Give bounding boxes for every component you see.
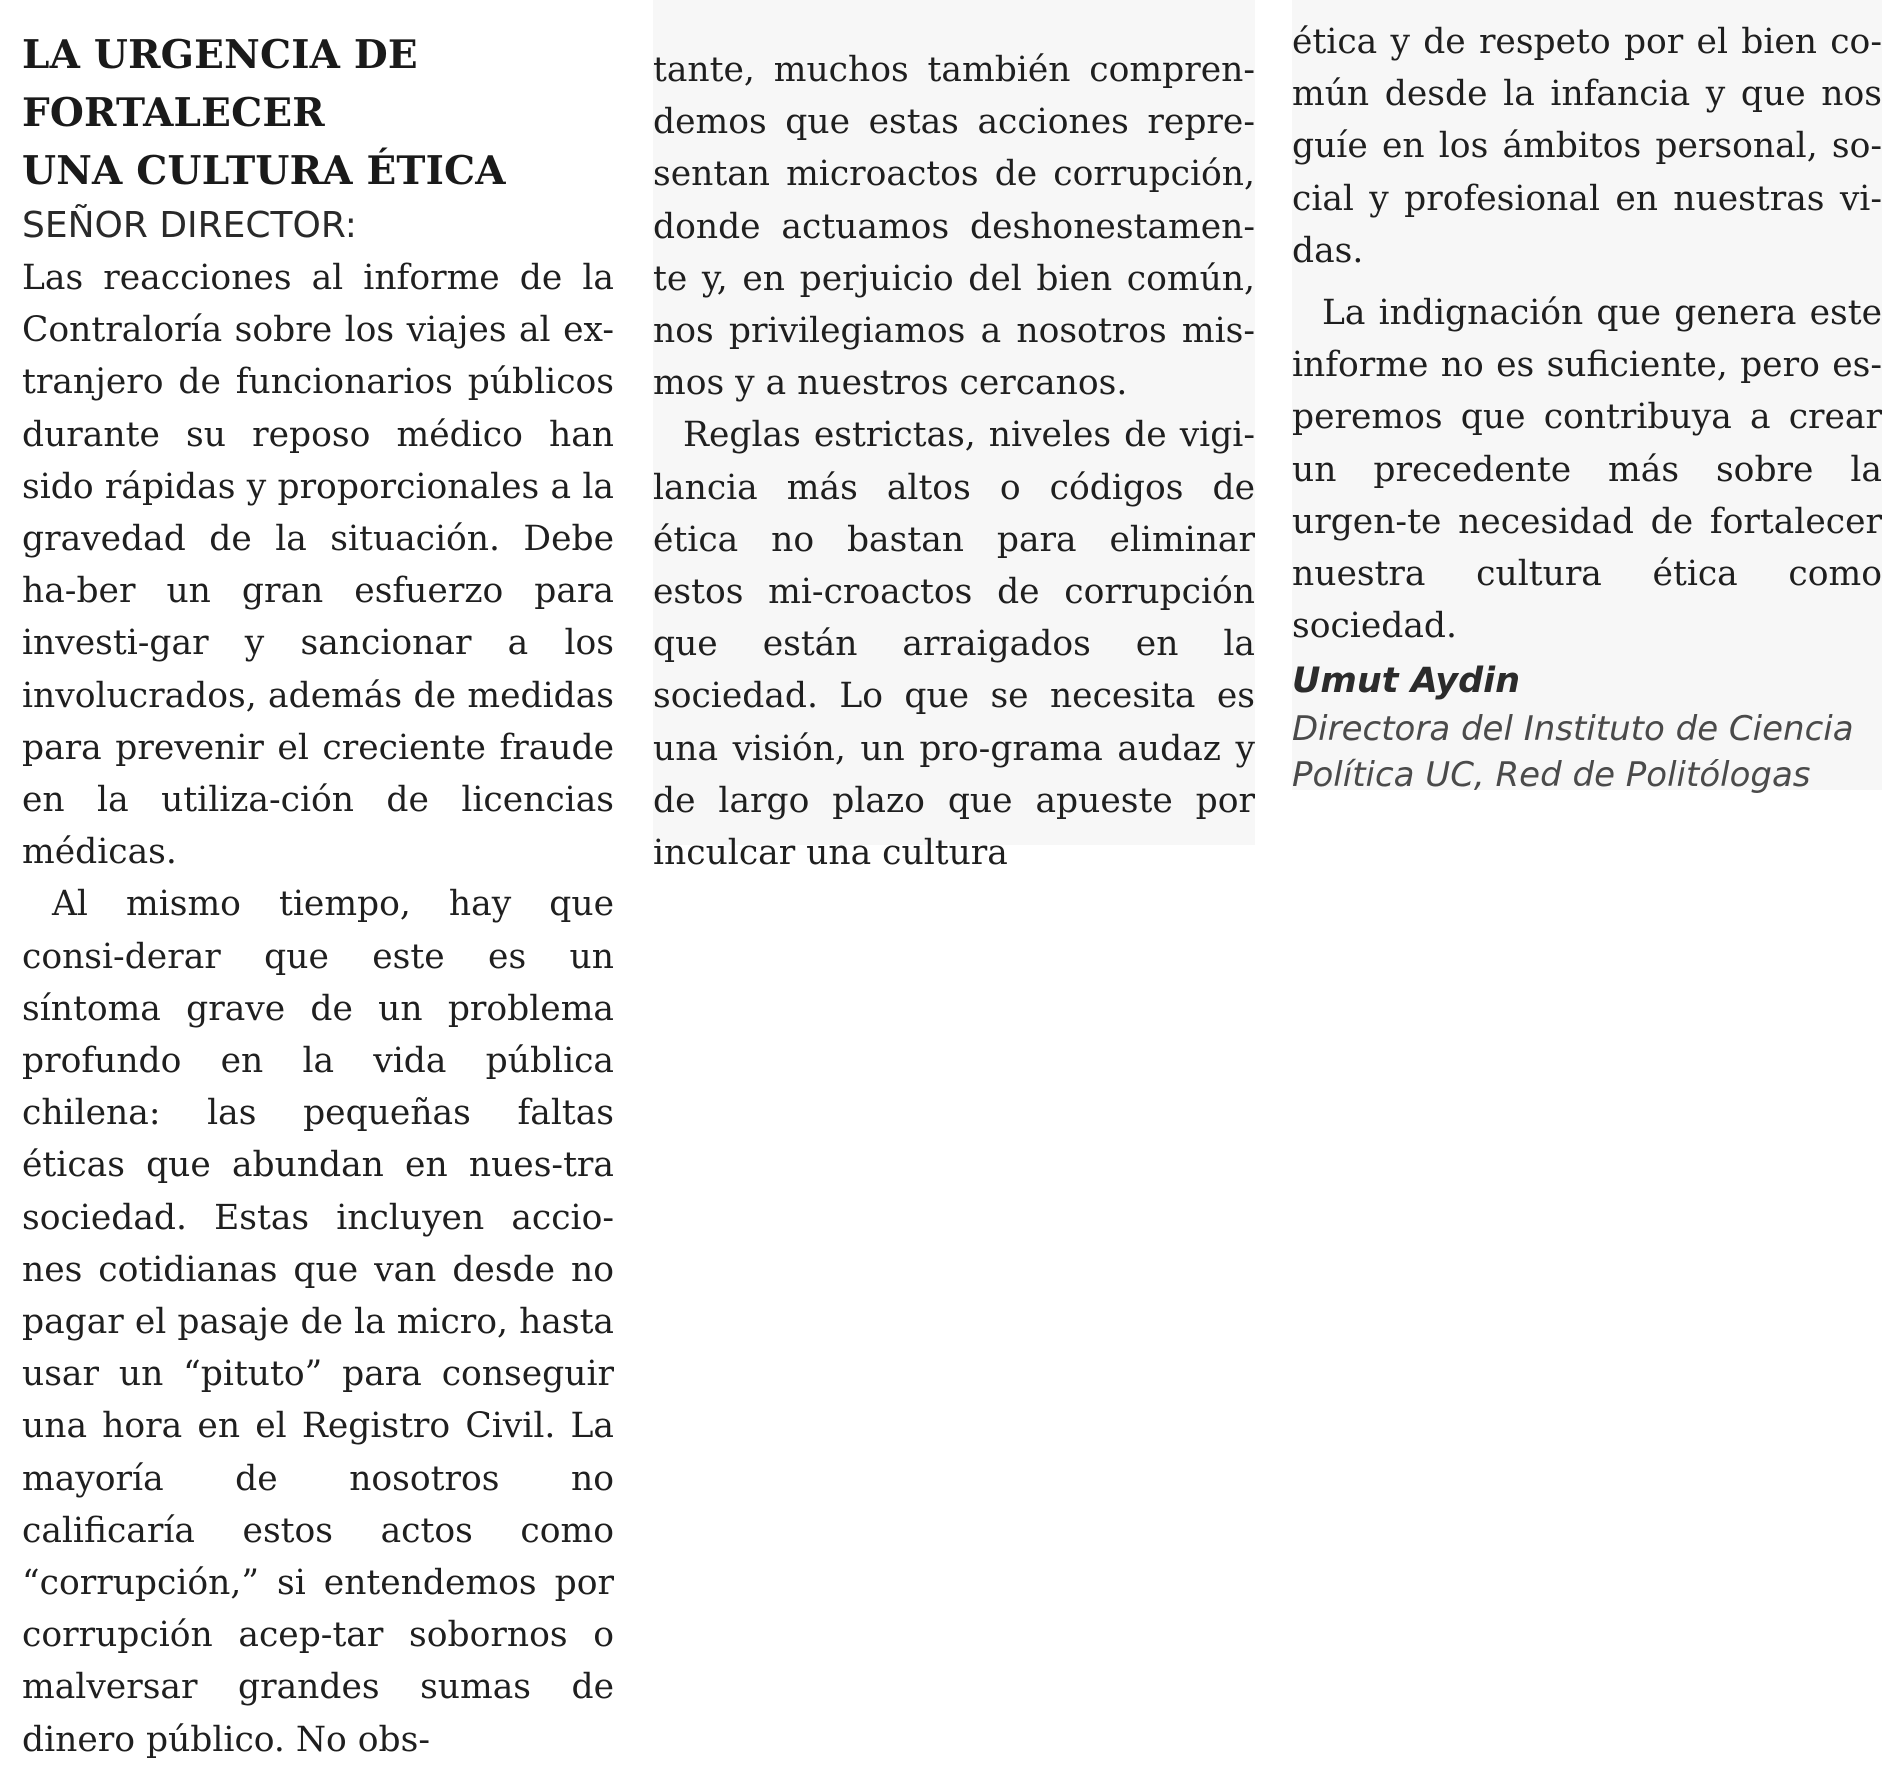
- affiliation-line-1: Directora del Instituto de Ciencia: [1292, 709, 1854, 750]
- salutation: SEÑOR DIRECTOR:: [22, 205, 357, 246]
- paragraph-4: La indignación que genera este informe no es suficiente, pero es-peremos que contribuya a crear un precedente más sobre la urgen-te necesidad de fortalecer nuestra cultura ética como sociedad.: [1292, 293, 1882, 647]
- paragraph-1: Las reacciones al informe de la Contraloría sobre los viajes al ex-tranjero de funcionarios públicos durante su reposo médico han sido rápidas y proporcionales a la gravedad de la situación. Debe ha-ber un gran esfuerzo para investi-gar y sancionar a los involucrados, además de medidas para prevenir el creciente fraude en la utiliza-ción de licencias médicas.: [22, 258, 614, 873]
- affiliation-line-2: Política UC, Red de Politólogas: [1292, 755, 1811, 796]
- column-2: [653, 0, 1255, 874]
- headline-line-2: UNA CULTURA ÉTICA: [22, 148, 506, 194]
- column-3: [1292, 0, 1882, 796]
- headline: [22, 26, 614, 200]
- signature-author: Umut Aydin: [1292, 661, 1521, 702]
- author-affiliation: [1292, 706, 1882, 798]
- paragraph-2: Al mismo tiempo, hay que consi-derar que este es un síntoma grave de un problema profundo en la vida pública chilena: las pequeñas faltas éticas que abundan en nues-tra sociedad. Estas incluyen accio-nes cotidianas que van desde no pagar el pasaje de la micro, hasta usar un “pituto” para conseguir una hora en el Registro Civil. La mayoría de nosotros no calificaría estos actos como “corrupción,” si entendemos por corrupción acep-tar sobornos o malversar grandes sumas de dinero público. No obs-: [22, 884, 614, 1760]
- headline-line-1: LA URGENCIA DE FORTALECER: [22, 32, 418, 136]
- paragraph-3: Reglas estrictas, niveles de vigi-lancia más altos o códigos de ética no bastan para eliminar estos mi-croactos de corrupción que están arraigados en la sociedad. Lo que se necesita es una visión, un pro-grama audaz y de largo plazo que apueste por inculcar una cultura: [653, 415, 1255, 874]
- paragraph-2-continued: tante, muchos también compren-demos que estas acciones repre-sentan microactos de corrupción, donde actuamos deshonestamen-te y, en perjuicio del bien común, nos privilegiamos a nosotros mis-mos y a nuestros cercanos.: [653, 50, 1255, 404]
- paragraph-3-continued: ética y de respeto por el bien co-mún desde la infancia y que nos guíe en los ámbitos personal, so-cial y profesional en nuestras vi-das.: [1292, 22, 1882, 271]
- column-1: [22, 0, 614, 1766]
